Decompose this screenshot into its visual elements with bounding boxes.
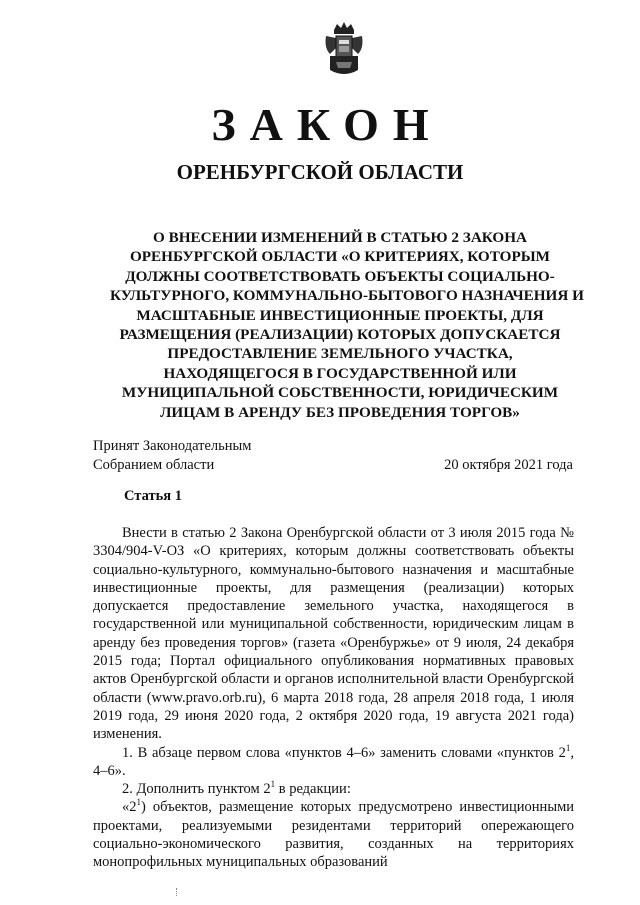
subject-line: ЛИЦАМ В АРЕНДУ БЕЗ ПРОВЕДЕНИЯ ТОРГОВ» bbox=[160, 403, 520, 421]
adoption-block bbox=[93, 437, 573, 475]
subject-line: НАХОДЯЩЕГОСЯ В ГОСУДАРСТВЕННОЙ ИЛИ bbox=[163, 364, 517, 382]
adopted-by-line1: Принят Законодательным bbox=[93, 438, 252, 454]
adopted-by-line2: Собранием области bbox=[93, 457, 215, 473]
subject-line: О ВНЕСЕНИИ ИЗМЕНЕНИЙ В СТАТЬЮ 2 ЗАКОНА bbox=[152, 229, 528, 246]
subject-line: КУЛЬТУРНОГО, КОММУНАЛЬНО-БЫТОВОГО НАЗНАЧЕНИЯ И bbox=[110, 287, 584, 305]
subject-line: ОРЕНБУРГСКОЙ ОБЛАСТИ «О КРИТЕРИЯХ, КОТОРЫМ bbox=[129, 248, 551, 266]
article-body bbox=[93, 524, 574, 872]
adoption-date: 20 октября 2021 года bbox=[444, 457, 573, 473]
subject-line: МАСШТАБНЫЕ ИНВЕСТИЦИОННЫЕ ПРОЕКТЫ, ДЛЯ bbox=[136, 306, 544, 324]
document-region: ОРЕНБУРГСКОЙ ОБЛАСТИ bbox=[176, 160, 464, 184]
subject-line: ПРЕДОСТАВЛЕНИЕ ЗЕМЕЛЬНОГО УЧАСТКА, bbox=[167, 345, 513, 363]
subject-line: ДОЛЖНЫ СООТВЕТСТВОВАТЬ ОБЪЕКТЫ СОЦИАЛЬНО- bbox=[125, 267, 555, 285]
article-item-2: 2. Дополнить пунктом $2^1$ в редакции: bbox=[122, 779, 351, 798]
subject-line: РАЗМЕЩЕНИЯ (РЕАЛИЗАЦИИ) КОТОРЫХ ДОПУСКАЕТСЯ bbox=[119, 326, 561, 344]
article-heading: Статья 1 bbox=[124, 488, 182, 504]
article-intro-paragraph: Внести в статью 2 Закона Оренбургской области от 3 июля 2015 года № 3304/904-V-ОЗ «О критериях, которым должны соответствовать объекты социально-культурного, коммунально-бытового назначения и масштабные инвестиционные проекты, для размещения (реализации) которых допускается предоставление земельного участка, находящегося в государственной или муниципальной собственности, юридическим лицам в аренду без проведения торгов» (газета «Оренбуржье» от 9 июля, 24 декабря 2015 года; Портал официального опубликования нормативных правовых актов Оренбургской области и органов исполнительной власти Оренбургской области (www.pravo.orb.ru), 6 марта 2018 года, 28 апреля 2018 года, 1 июля 2019 года, 29 июня 2020 года, 2 октября 2020 года, 19 августа 2021 года) изменения. bbox=[93, 525, 574, 743]
article-item-1: 1. В абзаце первом слова «пунктов 4–6» заменить словами «пунктов $2^1$, 4–6». bbox=[93, 742, 574, 779]
law-subject bbox=[110, 228, 584, 422]
article-quote: «$2^1$) объектов, размещение которых предусмотрено инвестиционными проектами, реализуемыми резидентами территорий опережающего социально-экономического развития, созданных на территориях монопрофильных муниципальных образований bbox=[93, 797, 574, 871]
document-title: ЗАКОН bbox=[211, 99, 443, 150]
page-mark bbox=[176, 888, 179, 896]
subject-line: МУНИЦИПАЛЬНОЙ СОБСТВЕННОСТИ, ЮРИДИЧЕСКИМ bbox=[121, 384, 559, 402]
coat-of-arms-icon bbox=[322, 22, 366, 78]
